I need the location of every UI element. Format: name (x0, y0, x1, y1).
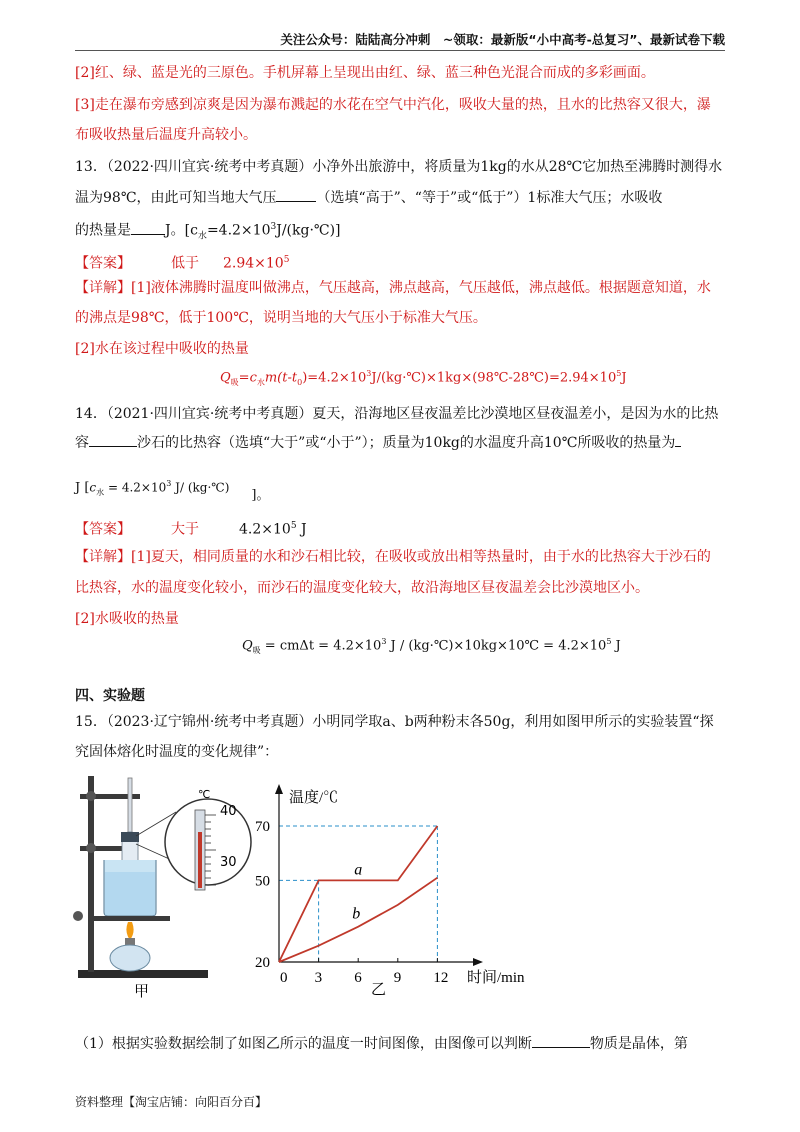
superscript: 3 (166, 479, 172, 488)
question-14-line3 (75, 474, 725, 503)
series-label-b: b (352, 905, 361, 923)
y-tick-label: 70 (255, 819, 270, 835)
q13-text: 的热量是 (75, 222, 131, 239)
explain-label: 【详解】 (75, 549, 131, 565)
thermometer-zoom (165, 799, 251, 885)
formula-part: )=4.2×10 (302, 370, 367, 386)
subscript: 水 (96, 487, 105, 497)
superscript: 5 (283, 255, 290, 265)
question-15-line1: 15．（2023·辽宁锦州·统考中考真题）小明同学取a、b两种粉末各50g，利用如图甲所示的实验装置“探 (75, 714, 714, 730)
explain-line: [2]红、绿、蓝是光的三原色。手机屏幕上呈现出由红、绿、蓝三种色光混合而成的多彩画面。 (75, 65, 655, 81)
series-label-a: a (354, 861, 363, 879)
superscript: 5 (616, 369, 622, 378)
formula-part: J/ (kg·℃) (171, 480, 230, 495)
question-14-line2 (75, 432, 725, 453)
q14-text: 容 (75, 435, 89, 451)
q13-text: 温为98℃，由此可知当地大气压 (75, 190, 277, 206)
formula-part: = 4.2×10 (104, 480, 167, 495)
question-15-line2: 究固体熔化时温度的变化规律”： (75, 744, 279, 760)
formula-part: J/(kg·℃)×1kg×(98℃-28℃)=2.94×10 (371, 370, 617, 386)
formula-part: = cmΔt = 4.2×10 (260, 638, 382, 654)
formula-part: Q (220, 370, 231, 386)
flame (126, 922, 133, 940)
stand-base (78, 970, 208, 978)
explain-line: [3]走在瀑布旁感到凉爽是因为瀑布溅起的水花在空气中汽化，吸收大量的热，且水的比热容又很大，瀑 (75, 97, 711, 113)
subscript: 水 (256, 377, 265, 387)
answer-blank (89, 432, 137, 447)
stand-rod (88, 776, 94, 972)
clamp-knob (86, 791, 96, 801)
y-axis-label: 温度/℃ (289, 790, 339, 806)
q15-text: 物质是晶体，第 (589, 1036, 688, 1052)
formula-part: m(t-t (264, 370, 298, 386)
x-tick-label: 3 (314, 970, 323, 986)
formula-part: J / (kg·℃)×10kg×10℃ = 4.2×10 (386, 638, 607, 654)
question-14-line1: 14．（2021·四川宜宾·统考中考真题）夏天，沿海地区昼夜温差比沙漠地区昼夜温差小，是因为水的比热 (75, 406, 719, 422)
formula-part: J (621, 370, 627, 386)
apparatus-figure (70, 770, 260, 1000)
zoom-unit: ℃ (198, 788, 211, 801)
answer-blank (131, 220, 165, 235)
answer-value: 2.94×10 (223, 255, 284, 272)
y-tick-label: 50 (255, 873, 270, 890)
explain-text: [1]液体沸腾时温度叫做沸点，气压越高，沸点越高，气压越低，沸点越低。根据题意知道，水 (131, 280, 711, 296)
zoom-liquid (198, 832, 202, 888)
explain-line: 布吸收热量后温度升高较小。 (75, 127, 257, 143)
header-divider (75, 50, 725, 51)
q13-text: =4.2×10 (206, 222, 271, 239)
answer-value: J (296, 521, 307, 538)
question-15-part1 (75, 1033, 725, 1054)
x-axis-arrow (473, 958, 483, 966)
alcohol-lamp (110, 945, 150, 971)
q13-text: （选填“高于”、“等于”或“低于”）1标准大气压；水吸收 (316, 190, 663, 206)
gauze-ring (94, 916, 170, 921)
formula-part: =c (238, 370, 257, 386)
subscript: 0 (297, 377, 303, 387)
q15-text: （1）根据实验数据绘制了如图乙所示的温度一时间图像，由图像可以判断 (75, 1036, 532, 1052)
explain-13-line3: [2]水在该过程中吸收的热量 (75, 341, 249, 357)
section-heading: 四、实验题 (75, 688, 145, 704)
answer-value: 低于 (171, 255, 199, 272)
question-13-line3 (75, 217, 725, 246)
answer-blank (276, 187, 316, 202)
answer-13 (75, 250, 725, 274)
explain-label: 【详解】 (75, 280, 131, 296)
figure-label-jia: 甲 (134, 982, 150, 1000)
explain-13-line1 (75, 278, 725, 298)
q13-text: J。[c (165, 222, 198, 239)
x-tick-label: 9 (393, 970, 402, 986)
q13-text: J/(kg·℃)] (276, 222, 341, 239)
explain-14-line3: [2]水吸收的热量 (75, 611, 179, 627)
answer-value: 4.2×10 (239, 521, 291, 538)
superscript: 3 (270, 222, 277, 232)
answer-blank (675, 432, 681, 447)
y-axis-arrow (275, 784, 283, 794)
tube-holder (121, 832, 139, 842)
zoom-lo: 30 (220, 855, 237, 870)
formula-part: Q (242, 638, 253, 654)
superscript: 5 (290, 521, 297, 531)
subscript: 吸 (252, 645, 261, 655)
answer-label: 【答案】 (75, 521, 131, 538)
x-tick-label: 6 (354, 970, 362, 986)
question-13-line2 (75, 187, 725, 208)
figure-label-yi: 乙 (371, 980, 387, 998)
zoom-hi: 40 (220, 804, 237, 819)
q14-text: 沙石的比热容（选填“大于”或“小于”）；质量为10kg的水温度升高10℃所吸收的热量为 (137, 435, 676, 451)
explain-13-line2: 的沸点是98℃，低于100℃，说明当地的大气压小于标准大气压。 (75, 310, 487, 326)
superscript: 5 (606, 637, 612, 646)
answer-label: 【答案】 (75, 255, 131, 272)
clamp-knob (86, 843, 96, 853)
temperature-time-graph (255, 780, 555, 1002)
answer-blank (532, 1033, 590, 1048)
clamp-knob (73, 911, 83, 921)
answer-14 (75, 516, 725, 540)
answer-value: 大于 (171, 521, 199, 538)
question-13-line1: 13．（2022·四川宜宾·统考中考真题）小净外出旅游中，将质量为1kg的水从28℃它加热至沸腾时测得水 (75, 159, 723, 175)
formula-14 (242, 637, 621, 656)
x-tick-label: 12 (433, 970, 449, 986)
superscript: 3 (381, 637, 387, 646)
page-footer: 资料整理【淘宝店铺：向阳百分百】 (75, 1095, 268, 1109)
explain-14-line2: 比热容，水的温度变化较小，而沙石的温度变化较大，故沿海地区昼夜温差会比沙漠地区小。 (75, 580, 649, 596)
q14-text: J [ (75, 480, 90, 496)
x-tick-label: 0 (280, 970, 288, 986)
q14-text: ]。 (251, 488, 270, 504)
formula-part: J (611, 638, 621, 654)
subscript: 吸 (230, 377, 239, 387)
y-tick-label: 20 (255, 955, 270, 971)
page-header: 关注公众号：陆陆高分冲刺 ~领取：最新版“小中高考-总复习”、最新试卷下载 (280, 32, 725, 47)
formula-13 (220, 369, 627, 388)
explain-14-line1 (75, 547, 725, 567)
x-axis-label: 时间/min (467, 970, 525, 986)
explain-text: [1]夏天，相同质量的水和沙石相比较，在吸收或放出相等热量时，由于水的比热容大于沙石的 (131, 549, 711, 565)
subscript: 水 (197, 231, 207, 242)
beaker-water (105, 872, 155, 915)
formula-part: c (89, 480, 97, 495)
superscript: 3 (366, 369, 372, 378)
